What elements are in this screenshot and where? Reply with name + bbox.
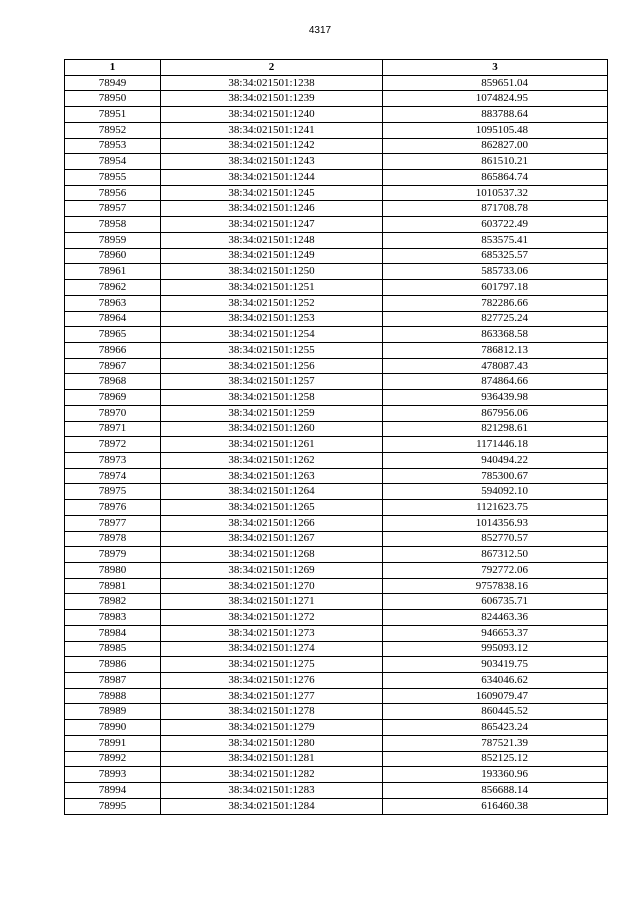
row-number-cell: 78963 (65, 295, 161, 311)
value-cell: 863368.58 (383, 327, 608, 343)
value-cell: 861510.21 (383, 154, 608, 170)
table-row (65, 201, 608, 217)
value-cell: 782286.66 (383, 295, 608, 311)
row-number-cell: 78957 (65, 201, 161, 217)
value-cell: 860445.52 (383, 704, 608, 720)
cadastral-number-cell: 38:34:021501:1279 (161, 720, 383, 736)
table-row (65, 327, 608, 343)
row-number-cell: 78992 (65, 751, 161, 767)
cadastral-number-cell: 38:34:021501:1272 (161, 610, 383, 626)
cadastral-number-cell: 38:34:021501:1259 (161, 405, 383, 421)
row-number-cell: 78953 (65, 138, 161, 154)
value-cell: 478087.43 (383, 358, 608, 374)
cadastral-number-cell: 38:34:021501:1243 (161, 154, 383, 170)
cadastral-number-cell: 38:34:021501:1245 (161, 185, 383, 201)
cadastral-number-cell: 38:34:021501:1267 (161, 531, 383, 547)
row-number-cell: 78988 (65, 688, 161, 704)
cadastral-number-cell: 38:34:021501:1261 (161, 437, 383, 453)
table-row (65, 798, 608, 814)
table-row (65, 248, 608, 264)
row-number-cell: 78961 (65, 264, 161, 280)
column-header-2: 2 (161, 60, 383, 76)
table-body (65, 75, 608, 814)
value-cell: 852125.12 (383, 751, 608, 767)
table-row (65, 641, 608, 657)
cadastral-number-cell: 38:34:021501:1273 (161, 625, 383, 641)
value-cell: 821298.61 (383, 421, 608, 437)
row-number-cell: 78950 (65, 91, 161, 107)
value-cell: 193360.96 (383, 767, 608, 783)
value-cell: 883788.64 (383, 107, 608, 123)
table-row (65, 342, 608, 358)
cadastral-number-cell: 38:34:021501:1284 (161, 798, 383, 814)
table-row (65, 704, 608, 720)
cadastral-number-cell: 38:34:021501:1256 (161, 358, 383, 374)
row-number-cell: 78964 (65, 311, 161, 327)
table-row (65, 610, 608, 626)
value-cell: 787521.39 (383, 735, 608, 751)
cadastral-number-cell: 38:34:021501:1247 (161, 217, 383, 233)
value-cell: 940494.22 (383, 452, 608, 468)
cadastral-number-cell: 38:34:021501:1254 (161, 327, 383, 343)
value-cell: 1010537.32 (383, 185, 608, 201)
row-number-cell: 78977 (65, 515, 161, 531)
value-cell: 995093.12 (383, 641, 608, 657)
row-number-cell: 78994 (65, 783, 161, 799)
value-cell: 867956.06 (383, 405, 608, 421)
table-row (65, 295, 608, 311)
value-cell: 1121623.75 (383, 500, 608, 516)
cadastral-number-cell: 38:34:021501:1251 (161, 280, 383, 296)
value-cell: 601797.18 (383, 280, 608, 296)
row-number-cell: 78981 (65, 578, 161, 594)
column-header-3: 3 (383, 60, 608, 76)
value-cell: 865864.74 (383, 170, 608, 186)
row-number-cell: 78959 (65, 232, 161, 248)
header-row (65, 60, 608, 76)
table-row (65, 783, 608, 799)
page-number: 4317 (308, 25, 332, 36)
row-number-cell: 78979 (65, 547, 161, 563)
row-number-cell: 78984 (65, 625, 161, 641)
table-row (65, 751, 608, 767)
value-cell: 903419.75 (383, 657, 608, 673)
row-number-cell: 78970 (65, 405, 161, 421)
table-row (65, 500, 608, 516)
table-row (65, 720, 608, 736)
cadastral-number-cell: 38:34:021501:1277 (161, 688, 383, 704)
table-row (65, 452, 608, 468)
cadastral-number-cell: 38:34:021501:1264 (161, 484, 383, 500)
row-number-cell: 78990 (65, 720, 161, 736)
row-number-cell: 78978 (65, 531, 161, 547)
cadastral-number-cell: 38:34:021501:1282 (161, 767, 383, 783)
cadastral-number-cell: 38:34:021501:1246 (161, 201, 383, 217)
row-number-cell: 78958 (65, 217, 161, 233)
row-number-cell: 78985 (65, 641, 161, 657)
row-number-cell: 78967 (65, 358, 161, 374)
table-row (65, 154, 608, 170)
value-cell: 867312.50 (383, 547, 608, 563)
row-number-cell: 78949 (65, 75, 161, 91)
table-header (65, 60, 608, 76)
table-row (65, 264, 608, 280)
cadastral-number-cell: 38:34:021501:1239 (161, 91, 383, 107)
table-row (65, 578, 608, 594)
value-cell: 1074824.95 (383, 91, 608, 107)
row-number-cell: 78962 (65, 280, 161, 296)
cadastral-number-cell: 38:34:021501:1265 (161, 500, 383, 516)
value-cell: 9757838.16 (383, 578, 608, 594)
value-cell: 1171446.18 (383, 437, 608, 453)
cadastral-number-cell: 38:34:021501:1244 (161, 170, 383, 186)
cadastral-number-cell: 38:34:021501:1281 (161, 751, 383, 767)
value-cell: 862827.00 (383, 138, 608, 154)
cadastral-number-cell: 38:34:021501:1263 (161, 468, 383, 484)
table-row (65, 232, 608, 248)
row-number-cell: 78980 (65, 563, 161, 579)
row-number-cell: 78986 (65, 657, 161, 673)
table-row (65, 657, 608, 673)
column-header-1: 1 (65, 60, 161, 76)
data-table (64, 59, 608, 815)
value-cell: 859651.04 (383, 75, 608, 91)
cadastral-number-cell: 38:34:021501:1248 (161, 232, 383, 248)
row-number-cell: 78968 (65, 374, 161, 390)
value-cell: 1609079.47 (383, 688, 608, 704)
cadastral-number-cell: 38:34:021501:1268 (161, 547, 383, 563)
table-row (65, 390, 608, 406)
value-cell: 827725.24 (383, 311, 608, 327)
table-row (65, 437, 608, 453)
cadastral-number-cell: 38:34:021501:1266 (161, 515, 383, 531)
table-row (65, 311, 608, 327)
cadastral-number-cell: 38:34:021501:1275 (161, 657, 383, 673)
table-row (65, 138, 608, 154)
cadastral-number-cell: 38:34:021501:1271 (161, 594, 383, 610)
row-number-cell: 78951 (65, 107, 161, 123)
row-number-cell: 78983 (65, 610, 161, 626)
cadastral-number-cell: 38:34:021501:1255 (161, 342, 383, 358)
value-cell: 685325.57 (383, 248, 608, 264)
table-row (65, 280, 608, 296)
table-row (65, 673, 608, 689)
cadastral-number-cell: 38:34:021501:1242 (161, 138, 383, 154)
table-row (65, 91, 608, 107)
cadastral-number-cell: 38:34:021501:1274 (161, 641, 383, 657)
row-number-cell: 78975 (65, 484, 161, 500)
cadastral-number-cell: 38:34:021501:1252 (161, 295, 383, 311)
value-cell: 594092.10 (383, 484, 608, 500)
value-cell: 936439.98 (383, 390, 608, 406)
table-row (65, 767, 608, 783)
row-number-cell: 78956 (65, 185, 161, 201)
table-row (65, 170, 608, 186)
table-row (65, 735, 608, 751)
cadastral-number-cell: 38:34:021501:1257 (161, 374, 383, 390)
value-cell: 785300.67 (383, 468, 608, 484)
row-number-cell: 78989 (65, 704, 161, 720)
row-number-cell: 78974 (65, 468, 161, 484)
value-cell: 792772.06 (383, 563, 608, 579)
row-number-cell: 78972 (65, 437, 161, 453)
row-number-cell: 78993 (65, 767, 161, 783)
value-cell: 1095105.48 (383, 122, 608, 138)
row-number-cell: 78982 (65, 594, 161, 610)
cadastral-number-cell: 38:34:021501:1258 (161, 390, 383, 406)
value-cell: 616460.38 (383, 798, 608, 814)
table-row (65, 217, 608, 233)
table-row (65, 547, 608, 563)
table-row (65, 688, 608, 704)
cadastral-number-cell: 38:34:021501:1262 (161, 452, 383, 468)
value-cell: 856688.14 (383, 783, 608, 799)
table-row (65, 594, 608, 610)
row-number-cell: 78966 (65, 342, 161, 358)
row-number-cell: 78995 (65, 798, 161, 814)
cadastral-number-cell: 38:34:021501:1250 (161, 264, 383, 280)
table-row (65, 563, 608, 579)
table-row (65, 405, 608, 421)
table-row (65, 185, 608, 201)
value-cell: 606735.71 (383, 594, 608, 610)
row-number-cell: 78973 (65, 452, 161, 468)
cadastral-number-cell: 38:34:021501:1241 (161, 122, 383, 138)
cadastral-number-cell: 38:34:021501:1238 (161, 75, 383, 91)
table-row (65, 531, 608, 547)
row-number-cell: 78987 (65, 673, 161, 689)
row-number-cell: 78971 (65, 421, 161, 437)
table-row (65, 468, 608, 484)
cadastral-number-cell: 38:34:021501:1283 (161, 783, 383, 799)
row-number-cell: 78991 (65, 735, 161, 751)
row-number-cell: 78960 (65, 248, 161, 264)
table-row (65, 107, 608, 123)
value-cell: 946653.37 (383, 625, 608, 641)
value-cell: 852770.57 (383, 531, 608, 547)
value-cell: 786812.13 (383, 342, 608, 358)
cadastral-number-cell: 38:34:021501:1269 (161, 563, 383, 579)
cadastral-number-cell: 38:34:021501:1270 (161, 578, 383, 594)
value-cell: 824463.36 (383, 610, 608, 626)
table-row (65, 421, 608, 437)
table-row (65, 625, 608, 641)
row-number-cell: 78952 (65, 122, 161, 138)
cadastral-number-cell: 38:34:021501:1278 (161, 704, 383, 720)
row-number-cell: 78976 (65, 500, 161, 516)
value-cell: 865423.24 (383, 720, 608, 736)
table-row (65, 484, 608, 500)
cadastral-number-cell: 38:34:021501:1240 (161, 107, 383, 123)
cadastral-number-cell: 38:34:021501:1249 (161, 248, 383, 264)
table-row (65, 122, 608, 138)
row-number-cell: 78969 (65, 390, 161, 406)
row-number-cell: 78965 (65, 327, 161, 343)
table-row (65, 515, 608, 531)
value-cell: 585733.06 (383, 264, 608, 280)
value-cell: 603722.49 (383, 217, 608, 233)
cadastral-number-cell: 38:34:021501:1260 (161, 421, 383, 437)
value-cell: 874864.66 (383, 374, 608, 390)
table-row (65, 358, 608, 374)
cadastral-number-cell: 38:34:021501:1276 (161, 673, 383, 689)
cadastral-number-cell: 38:34:021501:1253 (161, 311, 383, 327)
value-cell: 871708.78 (383, 201, 608, 217)
value-cell: 853575.41 (383, 232, 608, 248)
row-number-cell: 78955 (65, 170, 161, 186)
table-row (65, 75, 608, 91)
cadastral-number-cell: 38:34:021501:1280 (161, 735, 383, 751)
table-row (65, 374, 608, 390)
value-cell: 1014356.93 (383, 515, 608, 531)
value-cell: 634046.62 (383, 673, 608, 689)
row-number-cell: 78954 (65, 154, 161, 170)
